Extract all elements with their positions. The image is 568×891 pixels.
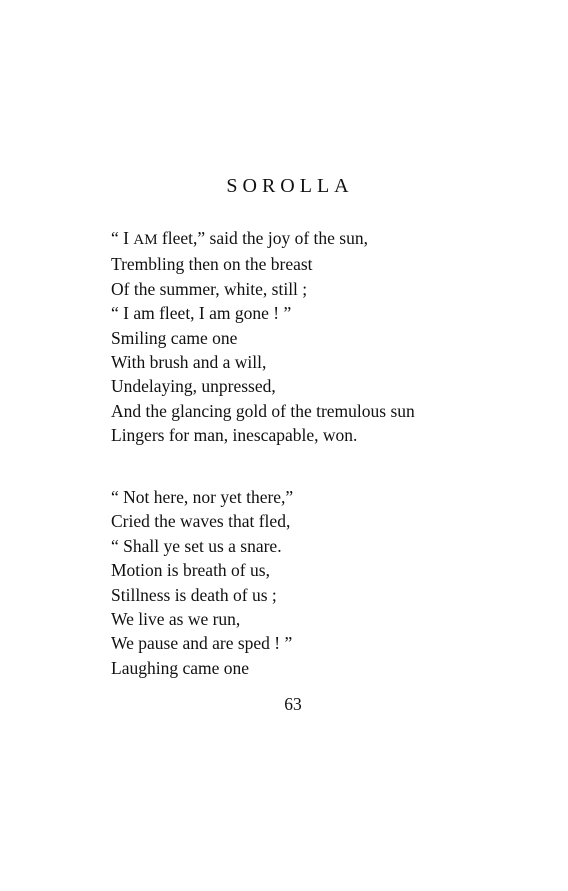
poem-line: “ I am fleet, I am gone ! ” — [111, 303, 292, 324]
poem-line: “ Shall ye set us a snare. — [111, 535, 282, 556]
poem-line: With brush and a will, — [111, 352, 267, 373]
poem-line: And the glancing gold of the tremulous sun — [111, 400, 415, 421]
poem-line: Motion is breath of us, — [111, 560, 270, 581]
poem-line: “ Not here, nor yet there,” — [111, 487, 294, 507]
poem-title: SOROLLA — [226, 175, 354, 197]
poem-line: Smiling came one — [111, 327, 238, 348]
poem-line: Undelaying, unpressed, — [111, 376, 276, 397]
poem-line: Of the summer, white, still ; — [111, 278, 308, 299]
poem-line: Lingers for man, inescapable, won. — [111, 425, 358, 446]
stanza-2 — [111, 485, 541, 680]
poem-line: Cried the waves that fled, — [111, 511, 291, 532]
poem-line — [111, 226, 541, 252]
page-number: 63 — [284, 694, 302, 714]
poem-line: Laughing came one — [111, 657, 250, 678]
line-rest: fleet,” said the joy of the sun, — [157, 228, 368, 248]
line-opening: “ I — [111, 228, 134, 248]
poem-line: We pause and are sped ! ” — [111, 633, 293, 654]
stanza-1 — [111, 226, 541, 448]
poem-line: We live as we run, — [111, 609, 241, 630]
poem-line: Trembling then on the breast — [111, 254, 313, 275]
small-caps-word: AM — [133, 232, 158, 248]
poem-line: Stillness is death of us ; — [111, 584, 277, 605]
